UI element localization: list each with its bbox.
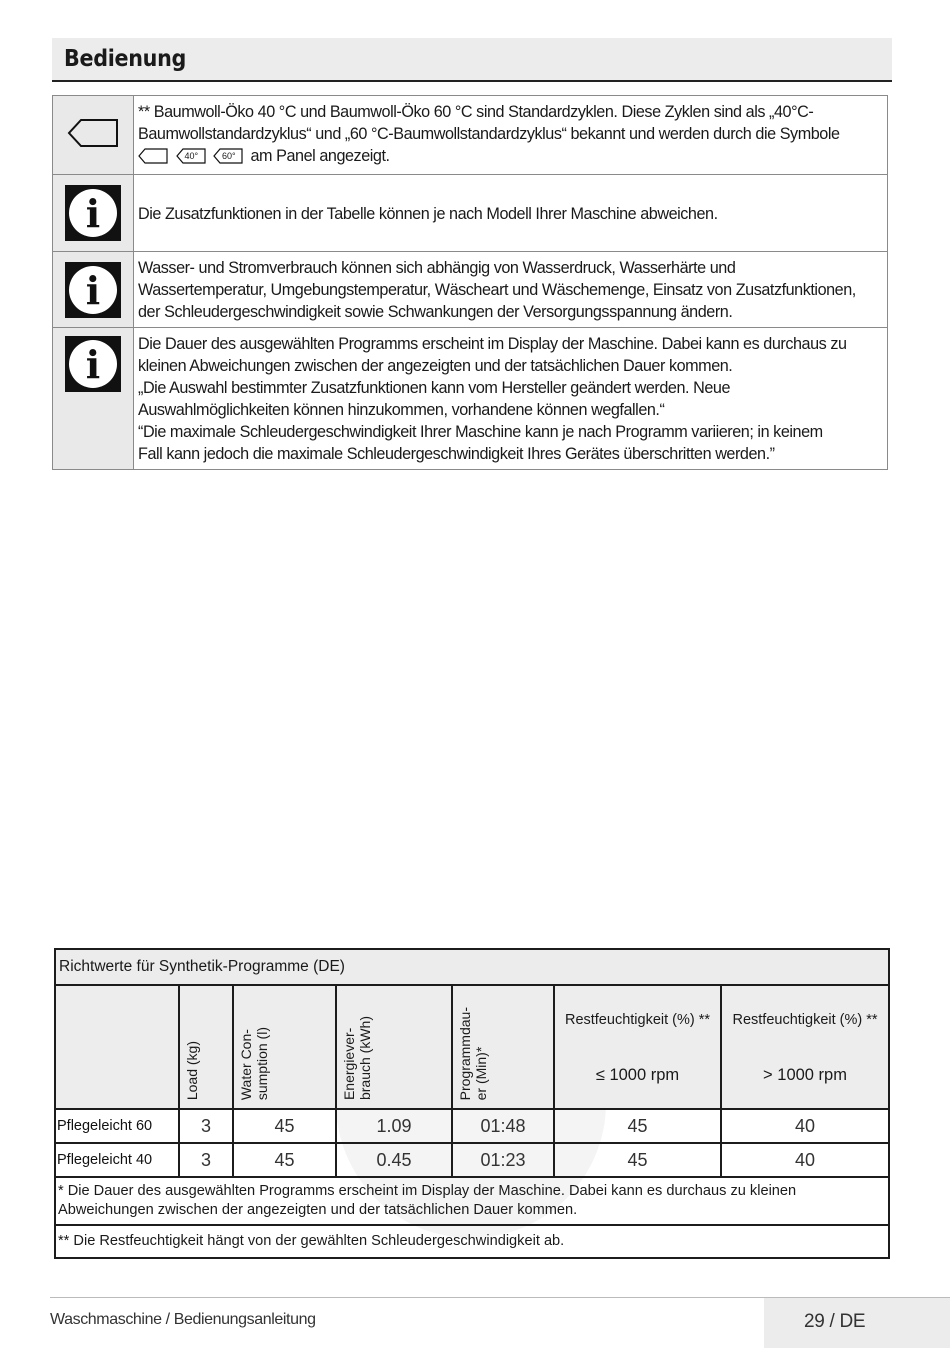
note-line: Die Zusatzfunktionen in der Tabelle können je nach Modell Ihrer Maschine abweichen. xyxy=(138,204,718,223)
rest1-value: 45 xyxy=(554,1143,721,1177)
col-header-rest1: Restfeuchtigkeit (%) ** ≤ 1000 rpm xyxy=(554,985,721,1109)
load-value: 3 xyxy=(179,1109,233,1143)
footnote-row xyxy=(55,1177,889,1225)
note-line: Auswahlmöglichkeiten können hinzukommen, vorhandene können wegfallen.“ xyxy=(138,401,665,419)
note-line: kleinen Abweichungen zwischen der angezeigten und der tatsächlichen Dauer kommen. xyxy=(138,357,733,375)
rest2-value: 40 xyxy=(721,1109,889,1143)
note-icon-cell xyxy=(53,175,134,252)
note-icon-cell xyxy=(53,328,134,470)
table-caption: Richtwerte für Synthetik-Programme (DE) xyxy=(55,949,889,985)
label-tag-icon xyxy=(138,148,168,164)
note-text xyxy=(134,252,888,328)
load-value: 3 xyxy=(179,1143,233,1177)
temp-40-symbol-icon xyxy=(176,148,206,164)
info-icon: i xyxy=(65,262,121,318)
rest1-value: 45 xyxy=(554,1109,721,1143)
reference-values-table xyxy=(54,948,890,1259)
note-text xyxy=(134,328,888,470)
footnote-moisture: ** Die Restfeuchtigkeit hängt von der gewählten Schleudergeschwindigkeit ab. xyxy=(55,1225,889,1258)
note-line: Die Dauer des ausgewählten Programms erscheint im Display der Maschine. Dabei kann es durchaus zu xyxy=(138,335,847,353)
note-line: Wasser- und Stromverbrauch können sich abhängig von Wasserdruck, Wasserhärte und xyxy=(138,259,736,277)
duration-value: 01:23 xyxy=(452,1143,554,1177)
page-title: Bedienung xyxy=(64,46,187,72)
col-header-water: Water Con- sumption (l) xyxy=(233,985,336,1109)
table-row xyxy=(55,1109,889,1143)
temp-60-label: 60° xyxy=(222,151,236,161)
note-row xyxy=(53,252,888,328)
water-value: 45 xyxy=(233,1143,336,1177)
note-row xyxy=(53,328,888,470)
info-icon: i xyxy=(65,185,121,241)
note-line: am Panel angezeigt. xyxy=(250,147,390,165)
notes-table xyxy=(52,95,888,470)
table-row xyxy=(55,1143,889,1177)
note-line: Fall kann jedoch die maximale Schleudergeschwindigkeit Ihres Gerätes überschritten werden.” xyxy=(138,445,775,463)
label-tag-icon xyxy=(67,135,119,152)
info-icon: i xyxy=(65,336,121,392)
page-number: 29 / DE xyxy=(804,1311,866,1332)
footer-page-box xyxy=(764,1298,950,1348)
rest2-value: 40 xyxy=(721,1143,889,1177)
note-icon-cell xyxy=(53,96,134,175)
duration-value: 01:48 xyxy=(452,1109,554,1143)
note-row xyxy=(53,175,888,252)
section-header xyxy=(52,38,892,82)
footer-document-title: Waschmaschine / Bedienungsanleitung xyxy=(50,1311,316,1328)
note-line: “Die maximale Schleudergeschwindigkeit Ihrer Maschine kann je nach Programm variieren; in keinem xyxy=(138,423,823,441)
program-name: Pflegeleicht 40 xyxy=(55,1143,179,1177)
temp-60-symbol-icon xyxy=(213,148,243,164)
note-line: ** Baumwoll-Öko 40 °C und Baumwoll-Öko 60 °C sind Standardzyklen. Diese Zyklen sind als „40°C- xyxy=(138,103,814,121)
temp-40-label: 40° xyxy=(184,151,199,161)
col-header-load: Load (kg) xyxy=(179,985,233,1109)
col-header-energy: Energiever- brauch (kWh) xyxy=(336,985,452,1109)
note-line: der Schleudergeschwindigkeit sowie Schwankungen der Versorgungsspannung ändern. xyxy=(138,303,733,321)
note-text xyxy=(134,96,888,175)
note-icon-cell xyxy=(53,252,134,328)
header-empty-cell xyxy=(55,985,179,1109)
note-text xyxy=(134,175,888,252)
table-header-row xyxy=(55,985,889,1109)
energy-value: 1.09 xyxy=(336,1109,452,1143)
note-line: Baumwollstandardzyklus“ und „60 °C-Baumwollstandardzyklus“ bekannt und werden durch die Symbole xyxy=(138,125,840,143)
col-header-rest2: Restfeuchtigkeit (%) ** > 1000 rpm xyxy=(721,985,889,1109)
footnote-duration: * Die Dauer des ausgewählten Programms erscheint im Display der Maschine. Dabei kann es durchaus zu kleinen Abweichungen zwischen der angezeigten und der tatsächlichen Dauer kommen. xyxy=(55,1177,889,1225)
note-line: Wassertemperatur, Umgebungstemperatur, Wäscheart und Wäschemenge, Einsatz von Zusatzfunktionen, xyxy=(138,281,856,299)
col-header-duration: Programmdau- er (Min)* xyxy=(452,985,554,1109)
footnote-row xyxy=(55,1225,889,1258)
water-value: 45 xyxy=(233,1109,336,1143)
note-line: „Die Auswahl bestimmter Zusatzfunktionen kann vom Hersteller geändert werden. Neue xyxy=(138,379,731,397)
energy-value: 0.45 xyxy=(336,1143,452,1177)
program-name: Pflegeleicht 60 xyxy=(55,1109,179,1143)
note-row xyxy=(53,96,888,175)
